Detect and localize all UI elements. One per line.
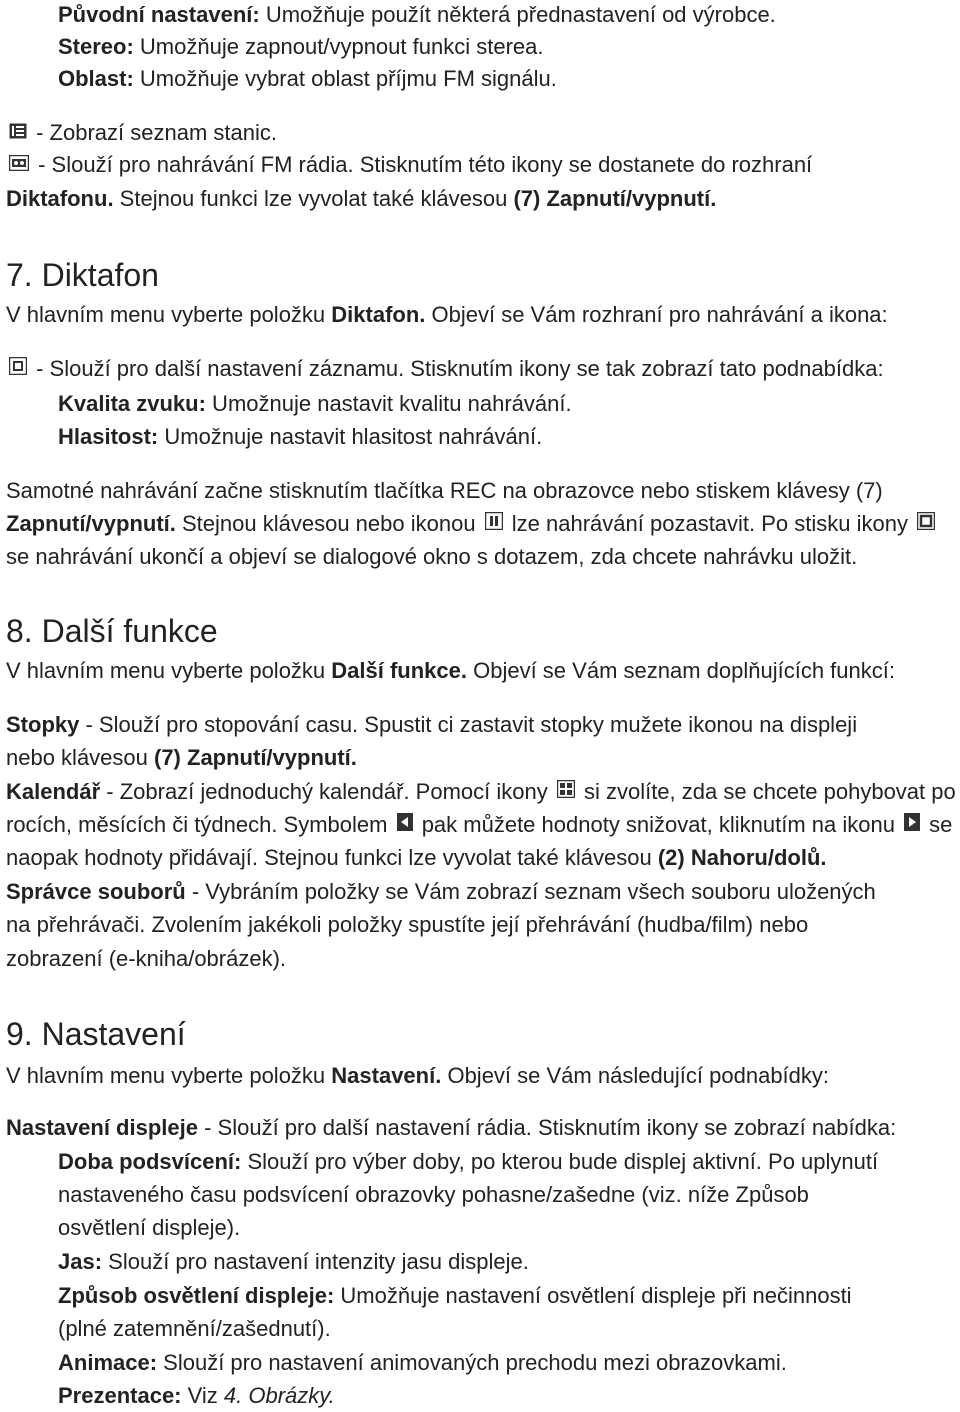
record-line <box>6 150 954 181</box>
intro-item: Nastavení. <box>331 1063 442 1088</box>
item-label: Kvalita zvuku: <box>58 391 206 416</box>
presentation-line <box>58 1381 954 1411</box>
mode-line-2: (plné zatemnění/zašednutí). <box>58 1316 331 1341</box>
item-label: Jas: <box>58 1249 103 1274</box>
files-line-2: na přehrávači. Zvolením jakékoli položky spustíte její přehrávání (hudba/film) nebo <box>6 912 809 937</box>
record-line-2 <box>6 184 954 214</box>
calendar-line-2 <box>6 810 954 841</box>
station-list-icon <box>9 117 27 147</box>
item-label: Doba podsvícení: <box>58 1149 242 1174</box>
item-label: Stereo: <box>58 34 134 59</box>
pause-icon <box>485 508 503 538</box>
backlight-line-2: nastaveného času podsvícení obrazovky pohasne/zašedne (viz. níže Způsob <box>58 1182 809 1207</box>
intro-text-end: Objeví se Vám následující podnabídky: <box>441 1063 830 1088</box>
rec-para-1: Samotné nahrávání začne stisknutím tlačítka REC na obrazovce nebo stiskem klávesy (7) <box>6 478 883 503</box>
item-text: Umožňuje použít některá přednastavení od výrobce. <box>259 2 776 27</box>
item-text: Umožnuje nastavit hlasitost nahrávání. <box>158 424 543 449</box>
files-line-3: zobrazení (e-kniha/obrázek). <box>6 946 287 971</box>
intro-item: Diktafon. <box>331 302 426 327</box>
item-label: Způsob osvětlení displeje: <box>58 1283 335 1308</box>
menu-item-area <box>58 64 954 94</box>
section-8-intro <box>6 656 954 686</box>
section-9-intro <box>6 1061 954 1091</box>
display-settings-line <box>6 1113 954 1143</box>
item-text: Umožňuje vybrat oblast příjmu FM signálu. <box>133 66 557 91</box>
animation-line <box>58 1348 954 1378</box>
item-text: - Slouží pro stopování casu. Spustit ci zastavit stopky mužete ikonou na displeji <box>79 712 858 737</box>
item-text: naopak hodnoty přidávají. Stejnou funkci lze vyvolat také klávesou <box>6 845 658 870</box>
item-text-2: pak můžete hodnoty snižovat, kliknutím na ikonu <box>415 812 902 837</box>
backlight-line-3: osvětlení displeje). <box>58 1215 241 1240</box>
item-text: Slouží pro výber doby, po kterou bude displej aktivní. Po uplynutí <box>241 1149 879 1174</box>
intro-item: Další funkce. <box>331 658 467 683</box>
item-text: - Slouží pro další nastavení rádia. Stisknutím ikony se zobrazí nabídka: <box>197 1115 897 1140</box>
calendar-line-3 <box>6 843 954 873</box>
item-text: Umožnuje nastavit kvalitu nahrávání. <box>205 391 572 416</box>
mode-line-1 <box>58 1281 954 1311</box>
item-label: Původní nastavení: <box>58 2 260 27</box>
stop-icon <box>917 508 935 538</box>
record-icon <box>9 149 29 179</box>
item-text-3: se <box>923 812 953 837</box>
item-text: - Vybráním položky se Vám zobrazí seznam všech souboru uložených <box>185 879 876 904</box>
item-text: Umožňuje nastavení osvětlení displeje při nečinnosti <box>334 1283 852 1308</box>
volume-item <box>58 422 954 452</box>
item-text: Umožňuje zapnout/vypnout funkci sterea. <box>133 34 544 59</box>
item-label: Prezentace: <box>58 1383 182 1408</box>
item-text: Slouží pro nastavení intenzity jasu displeje. <box>102 1249 529 1274</box>
brightness-line <box>58 1247 954 1277</box>
item-ref: 4. Obrázky. <box>223 1383 335 1408</box>
rec-text-2: lze nahrávání pozastavit. Po stisku ikony <box>505 511 915 536</box>
backlight-line-1 <box>58 1147 954 1177</box>
item-label: Kalendář <box>6 779 101 804</box>
intro-text: V hlavním menu vyberte položku <box>6 1063 332 1088</box>
key-ref: (7) Zapnutí/vypnutí. <box>154 745 357 770</box>
files-line-1 <box>6 877 954 907</box>
item-text-2: si zvolíte, zda se chcete pohybovat po <box>577 779 956 804</box>
section-9-heading: 9. Nastavení <box>6 1016 186 1052</box>
settings-icon-text: - Slouží pro další nastavení záznamu. Stisknutím ikony se tak zobrazí tato podnabídka: <box>30 356 884 381</box>
intro-text: V hlavním menu vyberte položku <box>6 302 332 327</box>
calendar-mode-icon <box>557 776 575 806</box>
section-7-intro <box>6 300 954 330</box>
station-list-line <box>6 118 954 149</box>
item-label: Hlasitost: <box>58 424 159 449</box>
item-label: Stopky <box>6 712 80 737</box>
menu-item-stereo <box>58 32 954 62</box>
quality-item <box>58 389 954 419</box>
key-ref: (7) Zapnutí/vypnutí. <box>513 186 717 211</box>
rec-text: Stejnou klávesou nebo ikonou <box>175 511 482 536</box>
rec-para-2 <box>6 509 954 540</box>
item-text: Viz <box>181 1383 224 1408</box>
stopwatch-line-1 <box>6 710 954 740</box>
intro-text: V hlavním menu vyberte položku <box>6 658 332 683</box>
rec-para-3: se nahrávání ukončí a objeví se dialogové okno s dotazem, zda chcete nahrávku uložit. <box>6 544 858 569</box>
record-text: - Slouží pro nahrávání FM rádia. Stisknutím této ikony se dostanete do rozhraní <box>32 152 813 177</box>
settings-icon-line <box>6 354 954 385</box>
dictaphone-ref: Diktafonu. <box>6 186 114 211</box>
key-ref: Zapnutí/vypnutí. <box>6 511 176 536</box>
station-list-text: - Zobrazí seznam stanic. <box>30 120 277 145</box>
section-8-heading: 8. Další funkce <box>6 613 218 649</box>
item-label: Oblast: <box>58 66 134 91</box>
item-label: Nastavení displeje <box>6 1115 198 1140</box>
decrease-arrow-icon <box>397 809 413 839</box>
calendar-line-1 <box>6 777 954 808</box>
item-text: - Zobrazí jednoduchý kalendář. Pomocí ikony <box>100 779 554 804</box>
increase-arrow-icon <box>904 809 920 839</box>
stopwatch-line-2 <box>6 743 954 773</box>
key-ref: (2) Nahoru/dolů. <box>657 845 827 870</box>
intro-text-end: Objeví se Vám seznam doplňujících funkcí: <box>467 658 895 683</box>
item-text: Slouží pro nastavení animovaných prechodu mezi obrazovkami. <box>157 1350 787 1375</box>
section-7-heading: 7. Diktafon <box>6 257 159 293</box>
intro-text-end: Objeví se Vám rozhraní pro nahrávání a ikona: <box>425 302 888 327</box>
item-text: nebo klávesou <box>6 745 154 770</box>
settings-icon <box>9 353 27 383</box>
item-text: rocích, měsících či týdnech. Symbolem <box>6 812 394 837</box>
record-text-2: Stejnou funkci lze vyvolat také klávesou <box>113 186 514 211</box>
item-label: Animace: <box>58 1350 158 1375</box>
item-label: Správce souborů <box>6 879 186 904</box>
menu-item-original <box>58 0 954 30</box>
